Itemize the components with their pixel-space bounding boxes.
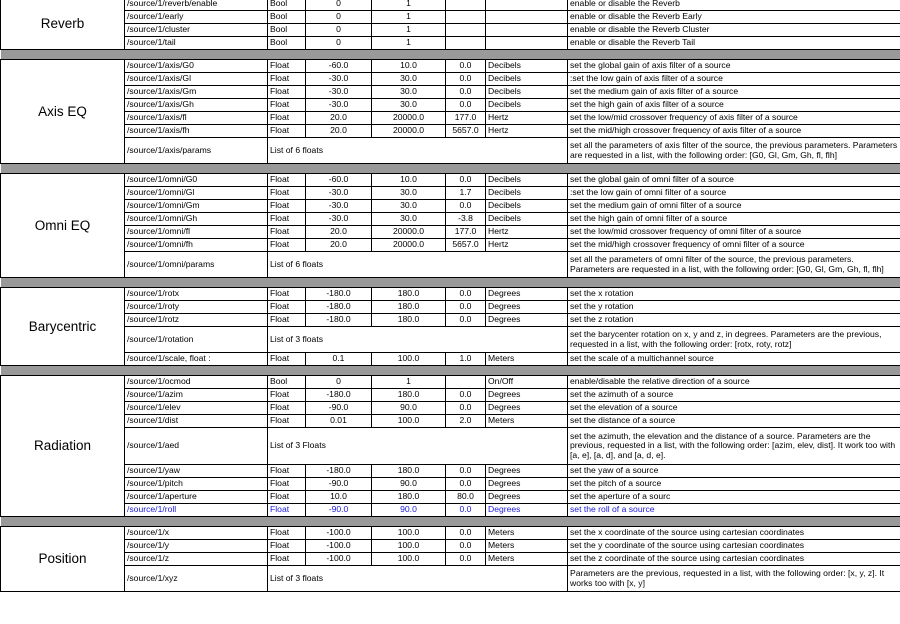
osc-path-cell: /source/1/omni/params xyxy=(125,252,268,278)
separator-cell xyxy=(1,278,900,288)
max-cell: 1 xyxy=(372,37,446,50)
osc-table-body xyxy=(1,0,900,592)
unit-cell: Decibels xyxy=(486,213,568,226)
description-cell: set the azimuth, the elevation and the distance of a source. Parameters are the previous, requested in a list, with the following order: [azim, elev, dist]. It work too with [a, e], [a, d], and [a, d, e]. xyxy=(568,428,900,465)
max-cell: 20000.0 xyxy=(372,226,446,239)
min-cell: 0 xyxy=(306,11,372,24)
max-cell: 30.0 xyxy=(372,73,446,86)
type-cell: Float xyxy=(268,527,306,540)
max-cell: 20000.0 xyxy=(372,112,446,125)
osc-path-cell: /source/1/rotx xyxy=(125,288,268,301)
description-cell: set the high gain of axis filter of a source xyxy=(568,99,900,112)
osc-path-cell: /source/1/reverb/enable xyxy=(125,0,268,11)
osc-path-cell: /source/1/rotz xyxy=(125,314,268,327)
osc-path-cell: /source/1/axis/Gh xyxy=(125,99,268,112)
description-cell: set the global gain of axis filter of a source xyxy=(568,60,900,73)
osc-path-cell: /source/1/axis/Gm xyxy=(125,86,268,99)
description-cell: set the z coordinate of the source using cartesian coordinates xyxy=(568,553,900,566)
max-cell: 100.0 xyxy=(372,415,446,428)
max-cell: 20000.0 xyxy=(372,125,446,138)
default-cell: 0.0 xyxy=(446,478,486,491)
description-cell: set the y rotation xyxy=(568,301,900,314)
min-cell: 0.01 xyxy=(306,415,372,428)
osc-path-cell: /source/1/omni/Gl xyxy=(125,187,268,200)
table-row xyxy=(1,187,900,200)
table-row xyxy=(1,226,900,239)
max-cell: 100.0 xyxy=(372,527,446,540)
type-cell: Float xyxy=(268,314,306,327)
default-cell: 0.0 xyxy=(446,174,486,187)
type-cell: List of 6 floats xyxy=(268,252,568,278)
table-row xyxy=(1,112,900,125)
unit-cell: Degrees xyxy=(486,478,568,491)
table-row xyxy=(1,389,900,402)
description-cell: set the x rotation xyxy=(568,288,900,301)
max-cell: 100.0 xyxy=(372,540,446,553)
separator-cell xyxy=(1,50,900,60)
max-cell: 30.0 xyxy=(372,213,446,226)
default-cell: 0.0 xyxy=(446,301,486,314)
description-cell: set the medium gain of omni filter of a source xyxy=(568,200,900,213)
min-cell: 0 xyxy=(306,0,372,11)
description-cell: set the pitch of a source xyxy=(568,478,900,491)
table-row xyxy=(1,527,900,540)
unit-cell xyxy=(486,0,568,11)
min-cell: -100.0 xyxy=(306,553,372,566)
osc-path-cell: /source/1/rotation xyxy=(125,327,268,353)
type-cell: Float xyxy=(268,99,306,112)
default-cell: 5657.0 xyxy=(446,239,486,252)
description-cell: enable/disable the relative direction of a source xyxy=(568,376,900,389)
default-cell: 0.0 xyxy=(446,288,486,301)
default-cell: 177.0 xyxy=(446,112,486,125)
type-cell: List of 6 floats xyxy=(268,138,568,164)
osc-path-cell: /source/1/axis/G0 xyxy=(125,60,268,73)
osc-path-cell: /source/1/axis/Gl xyxy=(125,73,268,86)
table-row xyxy=(1,200,900,213)
default-cell xyxy=(446,376,486,389)
table-row xyxy=(1,566,900,592)
osc-path-cell: /source/1/roll xyxy=(125,504,268,517)
min-cell: -30.0 xyxy=(306,73,372,86)
type-cell: Float xyxy=(268,288,306,301)
unit-cell: Degrees xyxy=(486,402,568,415)
separator-cell xyxy=(1,164,900,174)
table-row xyxy=(1,415,900,428)
table-row xyxy=(1,11,900,24)
description-cell: set the low/mid crossover frequency of omni filter of a source xyxy=(568,226,900,239)
osc-path-cell: /source/1/ocmod xyxy=(125,376,268,389)
min-cell: 10.0 xyxy=(306,491,372,504)
table-row xyxy=(1,125,900,138)
description-cell: set the y coordinate of the source using cartesian coordinates xyxy=(568,540,900,553)
type-cell: List of 3 floats xyxy=(268,327,568,353)
section-separator xyxy=(1,164,900,174)
separator-cell xyxy=(1,517,900,527)
unit-cell: Degrees xyxy=(486,389,568,402)
type-cell: Float xyxy=(268,389,306,402)
unit-cell: Degrees xyxy=(486,314,568,327)
osc-path-cell: /source/1/omni/fh xyxy=(125,239,268,252)
min-cell: 0 xyxy=(306,376,372,389)
min-cell: 20.0 xyxy=(306,239,372,252)
description-cell: set the azimuth of a source xyxy=(568,389,900,402)
description-cell: set all the parameters of axis filter of the source, the previous parameters. Parameters are requested in a list, with the following order: [G0, Gl, Gm, Gh, fl, flh] xyxy=(568,138,900,164)
unit-cell xyxy=(486,24,568,37)
unit-cell: Meters xyxy=(486,553,568,566)
osc-path-cell: /source/1/omni/Gm xyxy=(125,200,268,213)
osc-path-cell: /source/1/axis/params xyxy=(125,138,268,164)
osc-path-cell: /source/1/roty xyxy=(125,301,268,314)
description-cell: set the scale of a multichannel source xyxy=(568,353,900,366)
type-cell: Float xyxy=(268,415,306,428)
unit-cell: Meters xyxy=(486,527,568,540)
section-label: Omni EQ xyxy=(1,174,125,278)
max-cell: 180.0 xyxy=(372,301,446,314)
max-cell: 1 xyxy=(372,0,446,11)
max-cell: 90.0 xyxy=(372,504,446,517)
osc-path-cell: /source/1/omni/Gh xyxy=(125,213,268,226)
min-cell: -180.0 xyxy=(306,389,372,402)
unit-cell: Decibels xyxy=(486,86,568,99)
table-row xyxy=(1,174,900,187)
table-row xyxy=(1,213,900,226)
max-cell: 30.0 xyxy=(372,200,446,213)
min-cell: -180.0 xyxy=(306,314,372,327)
description-cell: set the medium gain of axis filter of a source xyxy=(568,86,900,99)
section-label: Position xyxy=(1,527,125,592)
min-cell: 20.0 xyxy=(306,112,372,125)
default-cell: -3.8 xyxy=(446,213,486,226)
default-cell: 0.0 xyxy=(446,389,486,402)
default-cell: 80.0 xyxy=(446,491,486,504)
default-cell: 0.0 xyxy=(446,86,486,99)
description-cell: set the global gain of omni filter of a source xyxy=(568,174,900,187)
type-cell: List of 3 Floats xyxy=(268,428,568,465)
table-row xyxy=(1,428,900,465)
unit-cell: On/Off xyxy=(486,376,568,389)
table-row xyxy=(1,478,900,491)
default-cell: 0.0 xyxy=(446,99,486,112)
type-cell: Float xyxy=(268,73,306,86)
max-cell: 10.0 xyxy=(372,60,446,73)
max-cell: 1 xyxy=(372,376,446,389)
default-cell xyxy=(446,11,486,24)
default-cell: 0.0 xyxy=(446,465,486,478)
max-cell: 1 xyxy=(372,24,446,37)
unit-cell: Decibels xyxy=(486,99,568,112)
min-cell: 0.1 xyxy=(306,353,372,366)
min-cell: 0 xyxy=(306,37,372,50)
type-cell: Bool xyxy=(268,0,306,11)
min-cell: -60.0 xyxy=(306,60,372,73)
type-cell: Float xyxy=(268,478,306,491)
default-cell: 0.0 xyxy=(446,200,486,213)
table-row xyxy=(1,0,900,11)
table-row xyxy=(1,99,900,112)
unit-cell: Meters xyxy=(486,353,568,366)
min-cell: 20.0 xyxy=(306,125,372,138)
osc-path-cell: /source/1/azim xyxy=(125,389,268,402)
type-cell: Float xyxy=(268,226,306,239)
type-cell: Float xyxy=(268,200,306,213)
max-cell: 100.0 xyxy=(372,553,446,566)
table-row xyxy=(1,327,900,353)
type-cell: Float xyxy=(268,187,306,200)
max-cell: 180.0 xyxy=(372,465,446,478)
min-cell: -180.0 xyxy=(306,301,372,314)
default-cell xyxy=(446,24,486,37)
min-cell: -100.0 xyxy=(306,527,372,540)
description-cell: set the x coordinate of the source using cartesian coordinates xyxy=(568,527,900,540)
type-cell: Float xyxy=(268,86,306,99)
min-cell: -30.0 xyxy=(306,200,372,213)
section-label: Reverb xyxy=(1,0,125,50)
table-row xyxy=(1,504,900,517)
description-cell: set the high gain of omni filter of a source xyxy=(568,213,900,226)
description-cell: set the distance of a source xyxy=(568,415,900,428)
unit-cell: Decibels xyxy=(486,73,568,86)
osc-path-cell: /source/1/axis/fh xyxy=(125,125,268,138)
table-row xyxy=(1,60,900,73)
description-cell: :set the low gain of omni filter of a source xyxy=(568,187,900,200)
max-cell: 30.0 xyxy=(372,86,446,99)
type-cell: Float xyxy=(268,174,306,187)
type-cell: Float xyxy=(268,504,306,517)
type-cell: Float xyxy=(268,402,306,415)
osc-path-cell: /source/1/omni/fl xyxy=(125,226,268,239)
osc-path-cell: /source/1/cluster xyxy=(125,24,268,37)
table-row xyxy=(1,491,900,504)
table-row xyxy=(1,353,900,366)
unit-cell: Degrees xyxy=(486,465,568,478)
type-cell: Float xyxy=(268,540,306,553)
max-cell: 10.0 xyxy=(372,174,446,187)
unit-cell: Decibels xyxy=(486,200,568,213)
default-cell: 2.0 xyxy=(446,415,486,428)
max-cell: 100.0 xyxy=(372,353,446,366)
table-row xyxy=(1,540,900,553)
osc-path-cell: /source/1/scale, float : xyxy=(125,353,268,366)
unit-cell: Hertz xyxy=(486,125,568,138)
table-row xyxy=(1,73,900,86)
max-cell: 30.0 xyxy=(372,99,446,112)
min-cell: -30.0 xyxy=(306,86,372,99)
unit-cell: Degrees xyxy=(486,288,568,301)
type-cell: List of 3 floats xyxy=(268,566,568,592)
osc-path-cell: /source/1/xyz xyxy=(125,566,268,592)
max-cell: 180.0 xyxy=(372,389,446,402)
min-cell: -60.0 xyxy=(306,174,372,187)
osc-path-cell: /source/1/tail xyxy=(125,37,268,50)
default-cell: 0.0 xyxy=(446,402,486,415)
section-label: Radiation xyxy=(1,376,125,517)
default-cell: 0.0 xyxy=(446,553,486,566)
type-cell: Float xyxy=(268,553,306,566)
osc-path-cell: /source/1/pitch xyxy=(125,478,268,491)
osc-path-cell: /source/1/axis/fl xyxy=(125,112,268,125)
separator-cell xyxy=(1,366,900,376)
default-cell xyxy=(446,0,486,11)
unit-cell: Meters xyxy=(486,540,568,553)
osc-path-cell: /source/1/x xyxy=(125,527,268,540)
osc-path-cell: /source/1/z xyxy=(125,553,268,566)
unit-cell: Degrees xyxy=(486,301,568,314)
section-separator xyxy=(1,278,900,288)
table-row xyxy=(1,138,900,164)
type-cell: Bool xyxy=(268,37,306,50)
type-cell: Float xyxy=(268,239,306,252)
table-row xyxy=(1,553,900,566)
default-cell: 177.0 xyxy=(446,226,486,239)
max-cell: 90.0 xyxy=(372,478,446,491)
max-cell: 20000.0 xyxy=(372,239,446,252)
description-cell: set the roll of a source xyxy=(568,504,900,517)
table-row xyxy=(1,86,900,99)
description-cell: set the low/mid crossover frequency of axis filter of a source xyxy=(568,112,900,125)
section-separator xyxy=(1,366,900,376)
description-cell: set the mid/high crossover frequency of omni filter of a source xyxy=(568,239,900,252)
default-cell: 0.0 xyxy=(446,60,486,73)
default-cell: 0.0 xyxy=(446,73,486,86)
description-cell: set the mid/high crossover frequency of axis filter of a source xyxy=(568,125,900,138)
osc-path-cell: /source/1/aperture xyxy=(125,491,268,504)
type-cell: Bool xyxy=(268,24,306,37)
osc-path-cell: /source/1/elev xyxy=(125,402,268,415)
min-cell: 0 xyxy=(306,24,372,37)
osc-path-cell: /source/1/dist xyxy=(125,415,268,428)
max-cell: 1 xyxy=(372,11,446,24)
type-cell: Float xyxy=(268,213,306,226)
osc-path-cell: /source/1/aed xyxy=(125,428,268,465)
description-cell: set the barycenter rotation on x, y and z, in degrees. Parameters are the previous, requested in a list, with the following order: [rotx, roty, rotz] xyxy=(568,327,900,353)
unit-cell: Degrees xyxy=(486,504,568,517)
description-cell: set the elevation of a source xyxy=(568,402,900,415)
type-cell: Float xyxy=(268,112,306,125)
table-row xyxy=(1,465,900,478)
max-cell: 90.0 xyxy=(372,402,446,415)
type-cell: Float xyxy=(268,301,306,314)
min-cell: -30.0 xyxy=(306,99,372,112)
osc-path-cell: /source/1/y xyxy=(125,540,268,553)
unit-cell: Decibels xyxy=(486,174,568,187)
table-row xyxy=(1,239,900,252)
table-row xyxy=(1,37,900,50)
table-row xyxy=(1,314,900,327)
default-cell: 0.0 xyxy=(446,527,486,540)
unit-cell: Decibels xyxy=(486,187,568,200)
table-row xyxy=(1,402,900,415)
osc-path-cell: /source/1/yaw xyxy=(125,465,268,478)
description-cell: Parameters are the previous, requested in a list, with the following order: [x, y, z]. It works too with [x, y] xyxy=(568,566,900,592)
table-row xyxy=(1,252,900,278)
min-cell: -90.0 xyxy=(306,402,372,415)
default-cell: 0.0 xyxy=(446,504,486,517)
default-cell xyxy=(446,37,486,50)
table-row xyxy=(1,301,900,314)
min-cell: 20.0 xyxy=(306,226,372,239)
description-cell: enable or disable the Reverb xyxy=(568,0,900,11)
max-cell: 180.0 xyxy=(372,288,446,301)
table-row xyxy=(1,24,900,37)
section-label: Barycentric xyxy=(1,288,125,366)
default-cell: 5657.0 xyxy=(446,125,486,138)
default-cell: 0.0 xyxy=(446,314,486,327)
section-separator xyxy=(1,517,900,527)
description-cell: enable or disable the Reverb Early xyxy=(568,11,900,24)
unit-cell: Hertz xyxy=(486,112,568,125)
section-separator xyxy=(1,50,900,60)
osc-path-cell: /source/1/omni/G0 xyxy=(125,174,268,187)
min-cell: -100.0 xyxy=(306,540,372,553)
min-cell: -30.0 xyxy=(306,213,372,226)
description-cell: enable or disable the Reverb Tail xyxy=(568,37,900,50)
min-cell: -90.0 xyxy=(306,478,372,491)
unit-cell: Decibels xyxy=(486,60,568,73)
description-cell: enable or disable the Reverb Cluster xyxy=(568,24,900,37)
default-cell: 0.0 xyxy=(446,540,486,553)
min-cell: -90.0 xyxy=(306,504,372,517)
type-cell: Bool xyxy=(268,376,306,389)
type-cell: Bool xyxy=(268,11,306,24)
unit-cell xyxy=(486,37,568,50)
section-label: Axis EQ xyxy=(1,60,125,164)
unit-cell xyxy=(486,11,568,24)
description-cell: set all the parameters of omni filter of the source, the previous parameters. Parameters are requested in a list, with the following order: [G0, Gl, Gm, Gh, fl, flh] xyxy=(568,252,900,278)
min-cell: -30.0 xyxy=(306,187,372,200)
description-cell: :set the low gain of axis filter of a source xyxy=(568,73,900,86)
max-cell: 180.0 xyxy=(372,491,446,504)
osc-path-cell: /source/1/early xyxy=(125,11,268,24)
type-cell: Float xyxy=(268,465,306,478)
max-cell: 180.0 xyxy=(372,314,446,327)
table-row xyxy=(1,376,900,389)
default-cell: 1.0 xyxy=(446,353,486,366)
min-cell: -180.0 xyxy=(306,465,372,478)
max-cell: 30.0 xyxy=(372,187,446,200)
min-cell: -180.0 xyxy=(306,288,372,301)
description-cell: set the aperture of a sourc xyxy=(568,491,900,504)
unit-cell: Meters xyxy=(486,415,568,428)
type-cell: Float xyxy=(268,60,306,73)
unit-cell: Degrees xyxy=(486,491,568,504)
table-row xyxy=(1,288,900,301)
default-cell: 1.7 xyxy=(446,187,486,200)
description-cell: set the z rotation xyxy=(568,314,900,327)
type-cell: Float xyxy=(268,491,306,504)
unit-cell: Hertz xyxy=(486,239,568,252)
unit-cell: Hertz xyxy=(486,226,568,239)
description-cell: set the yaw of a source xyxy=(568,465,900,478)
type-cell: Float xyxy=(268,353,306,366)
type-cell: Float xyxy=(268,125,306,138)
